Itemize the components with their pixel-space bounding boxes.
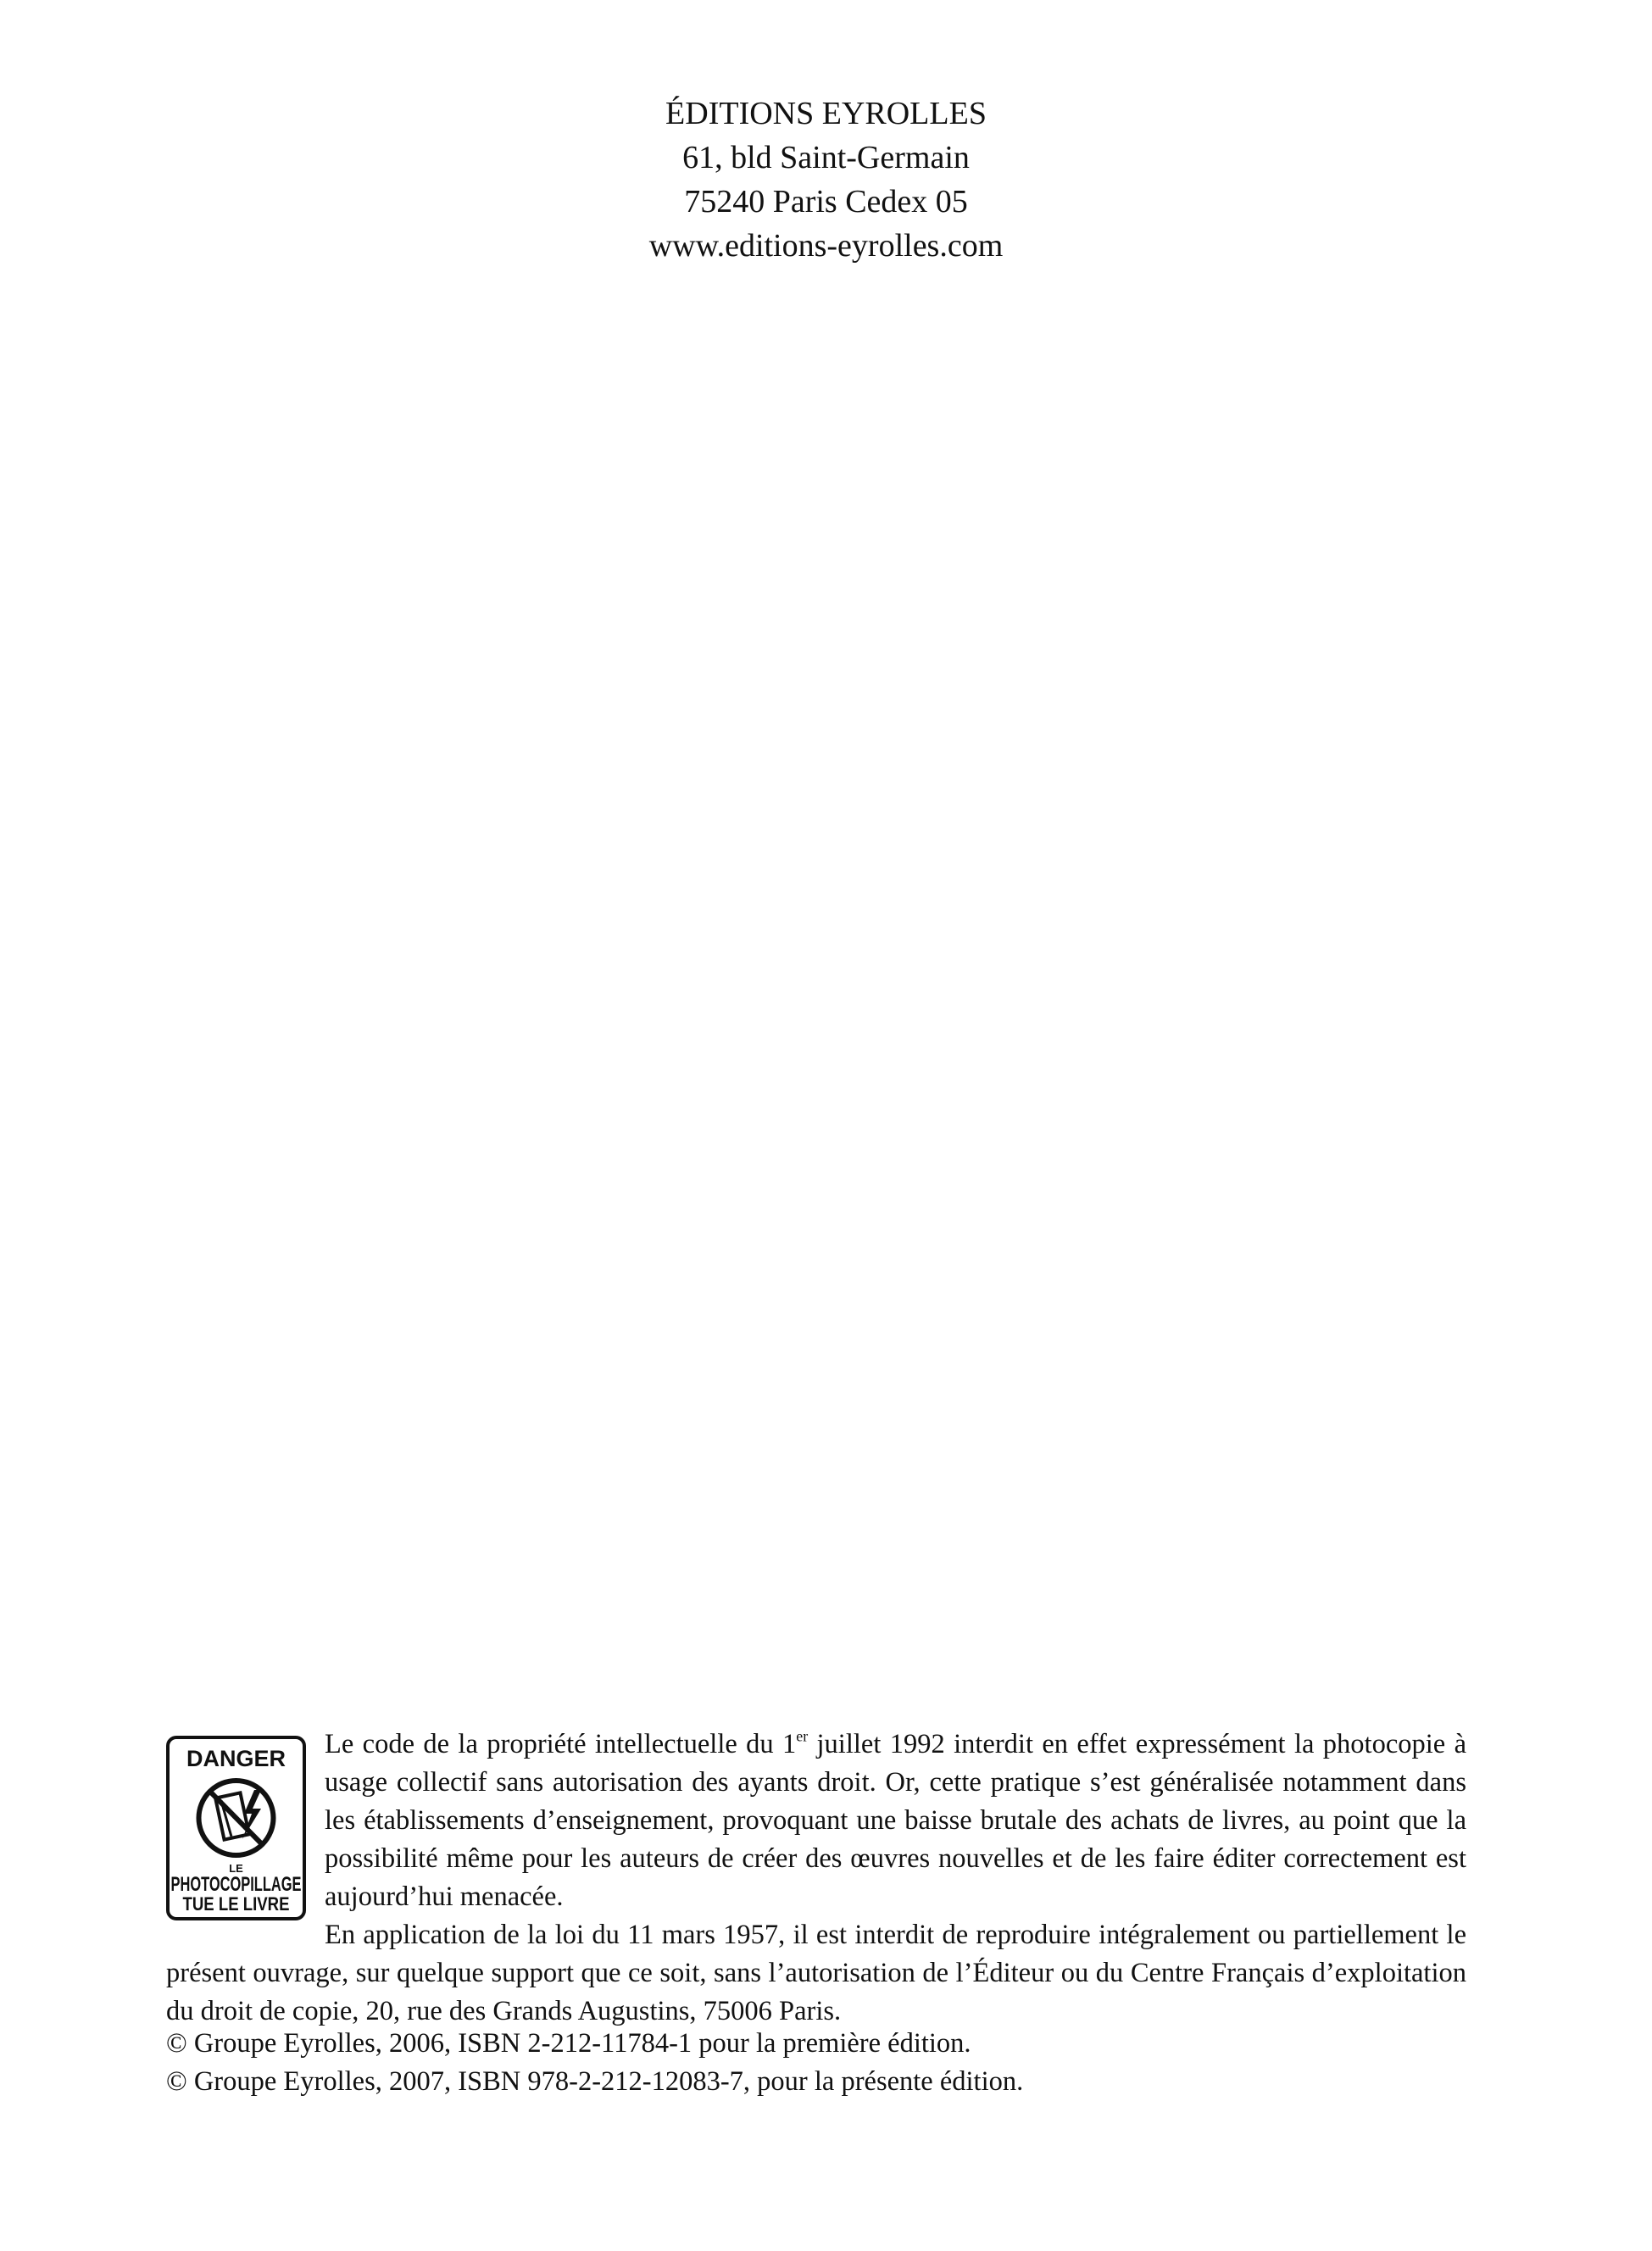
copyright-present-edition: © Groupe Eyrolles, 2007, ISBN 978-2-212-12083-7, pour la présente édition.: [166, 2066, 1024, 2097]
publisher-website: www.editions-eyrolles.com: [648, 228, 1004, 264]
publisher-address-line2: 75240 Paris Cedex 05: [684, 184, 968, 220]
legal-paragraph-1: [166, 1726, 1466, 1916]
logo-photocopillage-label: PHOTOCOPILLAGE: [170, 1873, 302, 1896]
legal-paragraph-2: En application de la loi du 11 mars 1957, il est interdit de reproduire intégralement ou partiellement le présent ouvrage, sur quelque support que ce soit, sans l’autorisation de l’Éditeur ou du Centre Français d’exploitation du droit de copie, 20, rue des Grands Augustins, 75006 Paris.: [166, 1920, 1466, 2026]
legal-paragraph-1-rest: juillet 1992 interdit en effet expressément la photocopie à usage collectif sans autorisation des ayants droit. Or, cette pratique s’est généralisée notamment dans les établissements d’enseignement, provoquant une baisse brutale des achats de livres, au point que la possibilité même pour les auteurs de créer des œuvres nouvelles et de les faire éditer correctement est aujourd’hui menacée.: [325, 1729, 1466, 1912]
publisher-block: [0, 92, 1652, 268]
publisher-name: ÉDITIONS EYROLLES: [665, 96, 987, 131]
legal-paragraph-1-start: Le code de la propriété intellectuelle du 1: [325, 1729, 797, 1759]
superscript-er: er: [796, 1727, 809, 1745]
publisher-address-line1: 61, bld Saint-Germain: [682, 140, 970, 175]
logo-danger-label: DANGER: [186, 1746, 286, 1771]
copyright-first-edition: © Groupe Eyrolles, 2006, ISBN 2-212-11784-1 pour la première édition.: [166, 2028, 971, 2059]
logo-tue-le-livre-label: TUE LE LIVRE: [182, 1893, 290, 1915]
photocopillage-logo: [166, 1736, 306, 1920]
logo-le-label: LE: [229, 1862, 243, 1875]
legal-notice: [166, 1726, 1466, 2031]
